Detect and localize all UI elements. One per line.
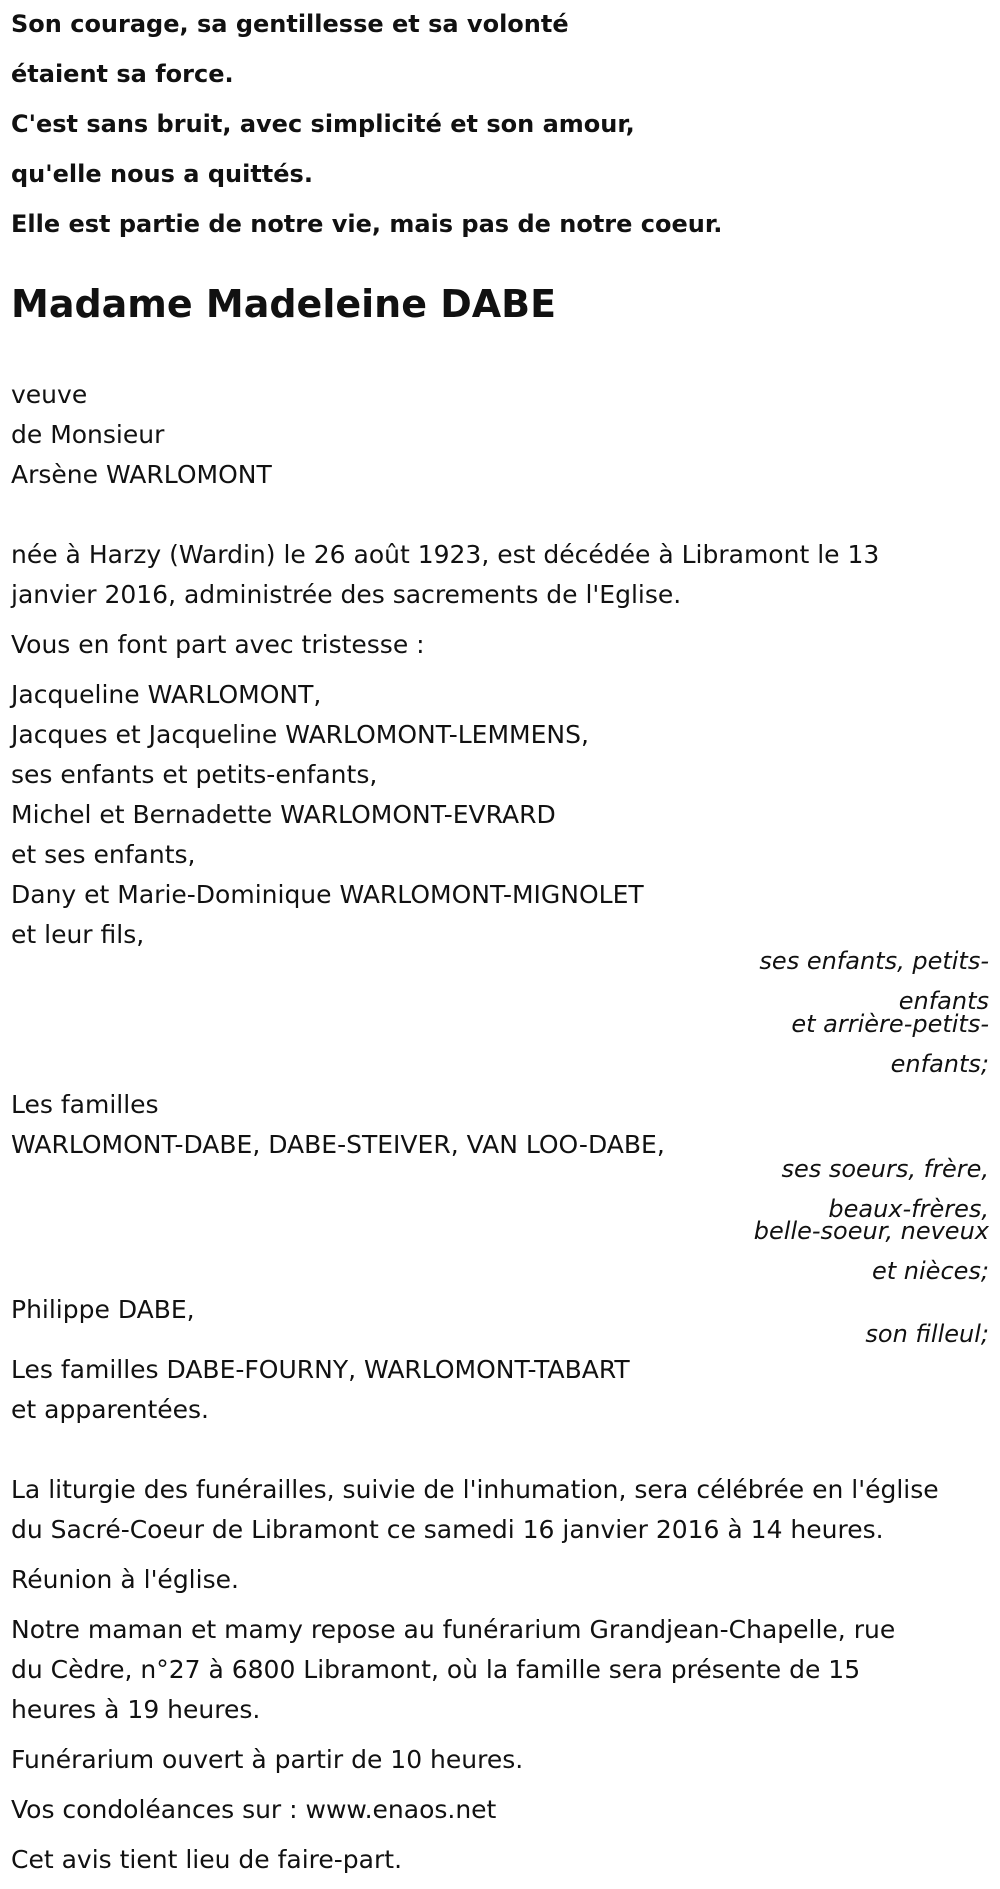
deceased-name: Madame Madeleine DABE (11, 282, 557, 326)
family-role: enfants (898, 987, 989, 1015)
family-role: belle-soeur, neveux (753, 1217, 989, 1245)
family-line: Jacqueline WARLOMONT, (11, 680, 322, 709)
spouse-line: veuve (11, 380, 88, 409)
funeral-line: La liturgie des funérailles, suivie de l'inhumation, sera célébrée en l'église (11, 1475, 939, 1504)
family-line: Dany et Marie-Dominique WARLOMONT-MIGNOLET (11, 880, 644, 909)
spouse-line: de Monsieur (11, 420, 165, 449)
family-line: et leur fils, (11, 920, 145, 949)
family-line: Michel et Bernadette WARLOMONT-EVRARD (11, 800, 556, 829)
family-line: et ses enfants, (11, 840, 196, 869)
family-line: Jacques et Jacqueline WARLOMONT-LEMMENS, (11, 720, 589, 749)
funeral-line: du Sacré-Coeur de Libramont ce samedi 16 janvier 2016 à 14 heures. (11, 1515, 884, 1544)
family-role: ses soeurs, frère, (781, 1155, 989, 1183)
spouse-line: Arsène WARLOMONT (11, 460, 272, 489)
epigraph-line: Son courage, sa gentillesse et sa volonté (11, 10, 569, 38)
birth-death-line: née à Harzy (Wardin) le 26 août 1923, est décédée à Libramont le 13 (11, 540, 880, 569)
rest-line: heures à 19 heures. (11, 1695, 261, 1724)
epigraph-line: Elle est partie de notre vie, mais pas de notre coeur. (11, 210, 723, 238)
epigraph-line: qu'elle nous a quittés. (11, 160, 313, 188)
opening-hours: Funérarium ouvert à partir de 10 heures. (11, 1745, 524, 1774)
family-role: beaux-frères, (828, 1195, 989, 1223)
family-role: son filleul; (865, 1320, 989, 1348)
birth-death-line: janvier 2016, administrée des sacrements de l'Eglise. (11, 580, 682, 609)
closing-note: Cet avis tient lieu de faire-part. (11, 1845, 403, 1874)
family-line: Philippe DABE, (11, 1295, 195, 1324)
family-role: ses enfants, petits- (759, 947, 989, 975)
family-role: et arrière-petits- (791, 1010, 989, 1038)
rest-line: du Cèdre, n°27 à 6800 Libramont, où la famille sera présente de 15 (11, 1655, 861, 1684)
family-line: WARLOMONT-DABE, DABE-STEIVER, VAN LOO-DABE, (11, 1130, 665, 1159)
family-role: enfants; (890, 1050, 989, 1078)
epigraph-line: C'est sans bruit, avec simplicité et son amour, (11, 110, 635, 138)
rest-line: Notre maman et mamy repose au funérarium Grandjean-Chapelle, rue (11, 1615, 896, 1644)
condolences-line: Vos condoléances sur : www.enaos.net (11, 1795, 497, 1824)
announcement-intro: Vous en font part avec tristesse : (11, 630, 425, 659)
epigraph-line: étaient sa force. (11, 60, 234, 88)
family-line: ses enfants et petits-enfants, (11, 760, 378, 789)
meeting-note: Réunion à l'église. (11, 1565, 239, 1594)
family-role: et nièces; (872, 1257, 989, 1285)
family-line: et apparentées. (11, 1395, 209, 1424)
family-line: Les familles (11, 1090, 159, 1119)
family-line: Les familles DABE-FOURNY, WARLOMONT-TABART (11, 1355, 630, 1384)
